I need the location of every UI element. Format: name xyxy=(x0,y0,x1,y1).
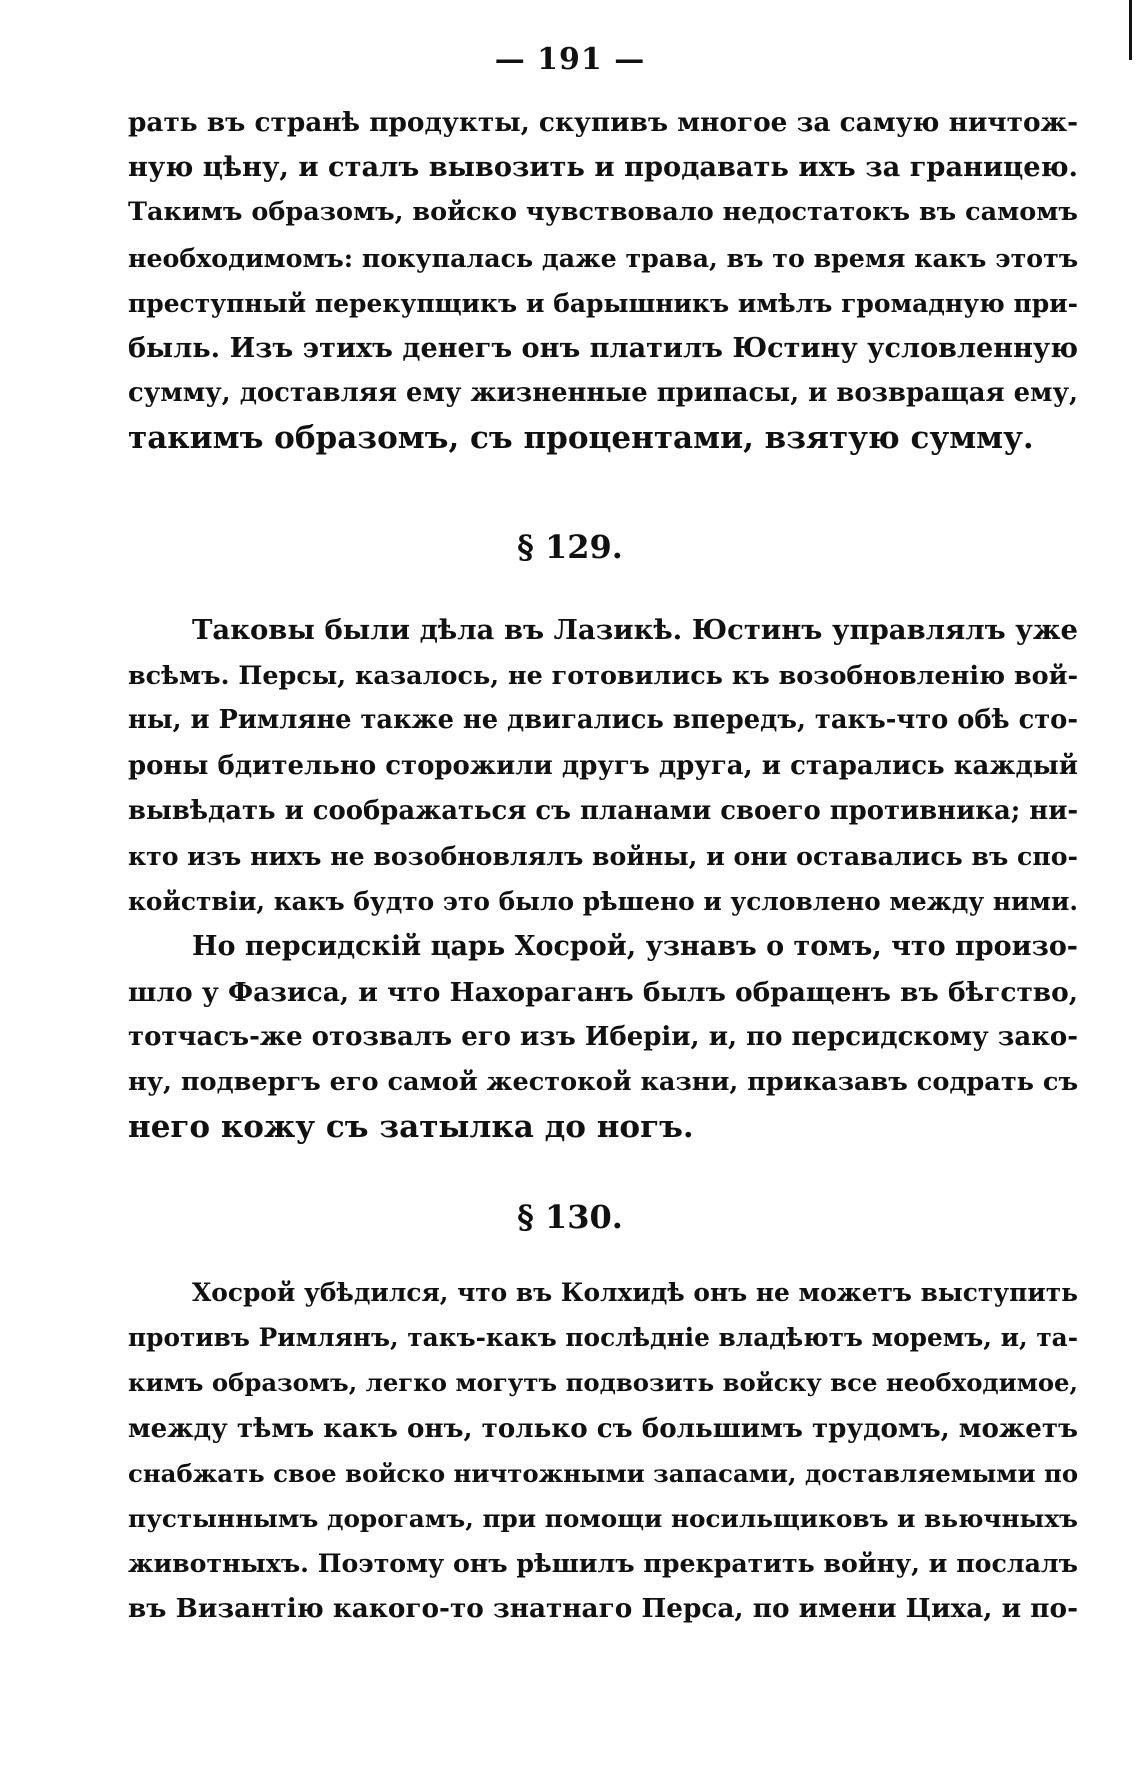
text-line: рать въ странѣ продукты, скупивъ многое за самую ничтож- xyxy=(128,107,1079,138)
text-line: ную цѣну, и сталъ вывозить и продавать ихъ за границею. xyxy=(128,151,1078,184)
text-line: Хосрой убѣдился, что въ Колхидѣ онъ не можетъ выступить xyxy=(192,1278,1078,1307)
text-line: сумму, доставляя ему жизненные припасы, и возвращая ему, xyxy=(128,378,1078,409)
text-line: ны, и Римляне также не двигались впередъ, такъ-что обѣ сто- xyxy=(128,705,1078,736)
text-line: всѣмъ. Персы, казалось, не готовились къ возобновленію вой- xyxy=(128,660,1078,691)
text-line: противъ Римлянъ, такъ-какъ послѣдніе владѣютъ моремъ, и, та- xyxy=(128,1323,1078,1353)
section-heading-130: § 130. xyxy=(517,1198,623,1236)
text-line: въ Византію какого-то знатнаго Перса, по имени Циха, и по- xyxy=(128,1593,1078,1625)
text-line: Но персидскій царь Хосрой, узнавъ о томъ, что произо- xyxy=(192,931,1078,963)
section-130-text xyxy=(128,1270,1078,1632)
text-line: койствіи, какъ будто это было рѣшено и условлено между ними. xyxy=(128,887,1078,917)
text-line: преступный перекупщикъ и барышникъ имѣлъ громадную при- xyxy=(128,288,1078,318)
section-heading-129: § 129. xyxy=(517,528,623,566)
paragraph-continuation xyxy=(128,100,1078,462)
text-line: тотчасъ-же отозвалъ его изъ Иберіи, и, по персидскому зако- xyxy=(128,1021,1078,1052)
text-line: ну, подвергъ его самой жестокой казни, приказавъ содрать съ xyxy=(128,1066,1079,1097)
text-line: пустыннымъ дорогамъ, при помощи носильщиковъ и вьючныхъ xyxy=(128,1503,1078,1533)
text-line: кто изъ нихъ не возобновлялъ войны, и они оставались въ спо- xyxy=(128,840,1078,871)
text-line: такимъ образомъ, съ процентами, взятую сумму. xyxy=(128,420,1034,457)
text-line: быль. Изъ этихъ денегъ онъ платилъ Юстину условленную xyxy=(128,332,1078,364)
text-line: него кожу съ затылка до ногъ. xyxy=(128,1109,694,1146)
text-line: шло у Фазиса, и что Нахораганъ былъ обращенъ въ бѣгство, xyxy=(128,976,1078,1008)
text-line: между тѣмъ какъ онъ, только съ большимъ трудомъ, можетъ xyxy=(128,1412,1079,1444)
text-line: роны бдительно сторожили другъ друга, и старались каждый xyxy=(128,750,1078,781)
section-129-text xyxy=(128,608,1078,1150)
text-line: необходимомъ: покупалась даже трава, въ то время какъ этотъ xyxy=(128,242,1079,273)
text-line: Таковы были дѣла въ Лазикѣ. Юстинъ управлялъ уже xyxy=(192,614,1078,646)
text-line: вывѣдать и соображаться съ планами своего противника; ни- xyxy=(128,795,1079,826)
text-line: снабжать свое войско ничтожными запасами, доставляемыми по xyxy=(128,1458,1079,1488)
text-line: Такимъ образомъ, войско чувствовало недостатокъ въ самомъ xyxy=(128,197,1078,228)
page-number: — 191 — xyxy=(494,42,646,77)
text-line: животныхъ. Поэтому онъ рѣшилъ прекратить войну, и послалъ xyxy=(128,1548,1078,1579)
text-line: кимъ образомъ, легко могутъ подвозить войску все необходимое, xyxy=(128,1368,1078,1398)
